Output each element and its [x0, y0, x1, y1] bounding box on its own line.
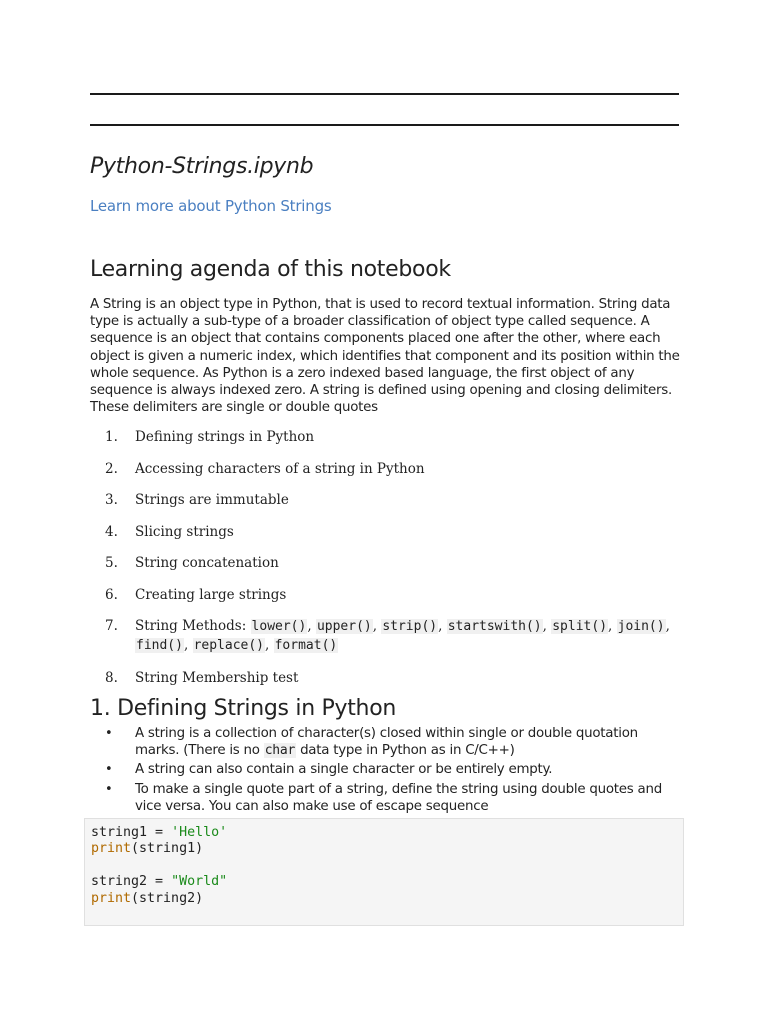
second-divider: [90, 124, 679, 126]
method-split: split(): [552, 619, 608, 634]
bullet-item: [90, 725, 680, 759]
bullet-text: To make a single quote part of a string, define the string using double quotes and vice versa. You can also make use of escape sequence: [135, 781, 662, 814]
bullet-dot-icon: •: [105, 781, 113, 797]
code-cell[interactable]: [84, 818, 684, 926]
method-replace: replace(): [193, 638, 265, 653]
method-format: format(): [274, 638, 338, 653]
agenda-item-text: Accessing characters of a string in Python: [135, 460, 425, 477]
top-divider: [90, 93, 679, 95]
agenda-item-number: 7.: [105, 618, 118, 634]
agenda-item-number: 4.: [105, 523, 118, 540]
learn-more-link[interactable]: Learn more about Python Strings: [90, 197, 332, 215]
agenda-item: [90, 491, 680, 509]
agenda-item: [90, 460, 680, 478]
agenda-item-number: 8.: [105, 669, 118, 686]
agenda-item-text: String Membership test: [135, 669, 299, 686]
code-token: (string2): [131, 890, 204, 906]
code-token: (string1): [131, 841, 204, 857]
agenda-list: [90, 428, 680, 687]
agenda-item-string-methods: 7. String Methods: lower(), upper(), strip(), startswith(), split(), join(), find(), replace(), format(): [105, 618, 670, 653]
agenda-item-text: Strings are immutable: [135, 492, 289, 508]
bullet-item: [90, 761, 680, 778]
code-string: "World": [171, 874, 228, 890]
agenda-item-number: 1.: [105, 429, 118, 445]
code-builtin: print: [91, 890, 132, 906]
section1-bullet-list: [90, 725, 680, 815]
agenda-item-text: String Methods:: [135, 618, 247, 634]
method-find: find(): [136, 638, 183, 653]
agenda-item: [90, 428, 680, 446]
method-join: join(): [617, 619, 665, 634]
agenda-item-text: Defining strings in Python: [135, 429, 315, 445]
agenda-item-text: String concatenation: [135, 555, 279, 571]
bullet-item: [90, 781, 680, 815]
agenda-item: [90, 554, 680, 572]
code-builtin: print: [91, 841, 132, 857]
agenda-item-number: 5.: [105, 555, 118, 571]
bullet-text: A string is a collection of character(s) closed within single or double quotation marks. (There is no: [135, 726, 638, 759]
bullet-text: A string can also contain a single character or be entirely empty.: [135, 762, 553, 778]
code-token: string2 =: [91, 874, 172, 890]
agenda-item: [90, 523, 680, 541]
agenda-item: [90, 586, 680, 604]
bullet-text: data type in Python as in C/C++): [300, 743, 515, 759]
method-lower: lower(): [251, 619, 307, 634]
bullet-dot-icon: •: [105, 762, 113, 778]
method-upper: upper(): [316, 619, 372, 634]
method-startswith: startswith(): [447, 619, 542, 634]
agenda-heading: Learning agenda of this notebook: [90, 257, 451, 282]
agenda-item-text: Creating large strings: [135, 586, 287, 603]
bullet-dot-icon: •: [105, 726, 113, 741]
code-string: 'Hello': [171, 825, 228, 840]
agenda-item-number: 3.: [105, 492, 118, 508]
code-token: string1 =: [91, 825, 172, 840]
inline-code-char: char: [264, 743, 296, 759]
agenda-item-number: 2.: [105, 460, 118, 477]
section-heading-defining-strings: 1. Defining Strings in Python: [90, 696, 396, 721]
agenda-item: [90, 669, 680, 687]
notebook-title: Python-Strings.ipynb: [90, 154, 314, 179]
agenda-item-text: Slicing strings: [135, 523, 234, 540]
intro-paragraph: A String is an object type in Python, that is used to record textual information. String data type is actually a sub-type of a broader classification of object type called sequence. A sequence is an object that contains components placed one after the other, where each object is given a numeric index, which identifies that component and its position within the whole sequence. As Python is a zero indexed based language, the first object of any sequence is always indexed zero. A string is defined using opening and closing delimiters. These delimiters are single or double quotes: [90, 297, 680, 416]
agenda-item-number: 6.: [105, 586, 118, 603]
method-strip: strip(): [382, 619, 438, 634]
